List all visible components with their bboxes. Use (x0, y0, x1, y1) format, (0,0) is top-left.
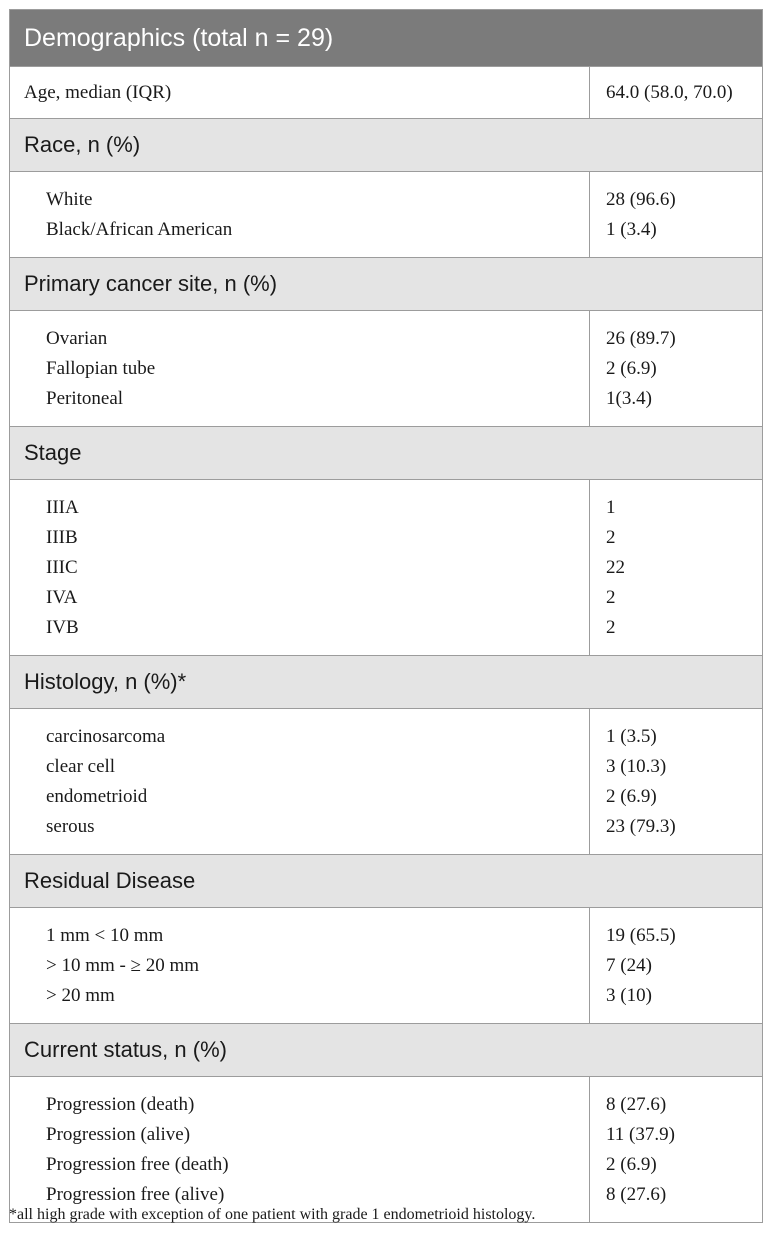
row-value: 1 (3.4) (606, 219, 657, 240)
section-header: Primary cancer site, n (%) (10, 257, 762, 310)
section-body (10, 479, 762, 655)
row-label: Fallopian tube (46, 358, 156, 379)
row-label: 1 mm < 10 mm (46, 925, 164, 946)
row-label: endometrioid (46, 786, 148, 807)
row-value: 23 (79.3) (606, 816, 676, 837)
row-value: 19 (65.5) (606, 925, 676, 946)
value-column (590, 709, 762, 854)
section-header: Race, n (%) (10, 118, 762, 171)
row-value: 1 (606, 497, 616, 518)
row-label: IVA (46, 587, 78, 608)
label-column (10, 1077, 590, 1222)
row-label: Progression free (death) (46, 1154, 229, 1175)
value-column (590, 311, 762, 426)
row-label: IIIA (46, 497, 79, 518)
value-column (590, 480, 762, 655)
row-label: > 10 mm - ≥ 20 mm (46, 955, 200, 976)
age-label: Age, median (IQR) (10, 67, 590, 118)
section-body (10, 310, 762, 426)
table-footnote: *all high grade with exception of one patient with grade 1 endometrioid histology. (9, 1206, 536, 1223)
section-header: Histology, n (%)* (10, 655, 762, 708)
table-sections (10, 118, 762, 1222)
row-value: 2 (6.9) (606, 786, 657, 807)
row-value: 1 (3.5) (606, 726, 657, 747)
row-label: > 20 mm (46, 985, 115, 1006)
row-value: 2 (606, 527, 616, 548)
row-label: serous (46, 816, 95, 837)
row-value: 28 (96.6) (606, 189, 676, 210)
section-header: Current status, n (%) (10, 1023, 762, 1076)
row-value: 2 (606, 587, 616, 608)
row-label: Peritoneal (46, 388, 124, 409)
section-body (10, 171, 762, 257)
label-column (10, 908, 590, 1023)
section-header: Stage (10, 426, 762, 479)
row-value: 26 (89.7) (606, 328, 676, 349)
row-label: White (46, 189, 93, 210)
value-column (590, 908, 762, 1023)
row-label: IIIB (46, 527, 78, 548)
row-value: 3 (10.3) (606, 756, 667, 777)
label-column (10, 172, 590, 257)
table-title: Demographics (total n = 29) (10, 10, 762, 66)
value-column (590, 172, 762, 257)
row-value: 11 (37.9) (606, 1124, 675, 1145)
row-value: 7 (24) (606, 955, 652, 976)
row-label: clear cell (46, 756, 116, 777)
row-label: Progression (alive) (46, 1124, 191, 1145)
age-value: 64.0 (58.0, 70.0) (606, 81, 733, 103)
demographics-table (9, 9, 763, 1223)
value-column (590, 1077, 762, 1222)
row-label: Progression free (alive) (46, 1184, 225, 1205)
row-label: Black/African American (46, 219, 233, 240)
row-value: 22 (606, 557, 625, 578)
row-value: 8 (27.6) (606, 1094, 667, 1115)
row-label: Ovarian (46, 328, 108, 349)
label-column (10, 709, 590, 854)
section-body (10, 708, 762, 854)
row-label: IVB (46, 617, 79, 638)
row-value: 1(3.4) (606, 388, 652, 409)
row-value: 8 (27.6) (606, 1184, 667, 1205)
row-value: 2 (606, 617, 616, 638)
label-column (10, 311, 590, 426)
row-value: 2 (6.9) (606, 358, 657, 379)
row-value: 3 (10) (606, 985, 652, 1006)
section-body (10, 907, 762, 1023)
row-value: 2 (6.9) (606, 1154, 657, 1175)
row-label: carcinosarcoma (46, 726, 166, 747)
label-column (10, 480, 590, 655)
section-body (10, 1076, 762, 1222)
section-header: Residual Disease (10, 854, 762, 907)
row-label: Progression (death) (46, 1094, 195, 1115)
age-row (10, 66, 762, 118)
row-label: IIIC (46, 557, 78, 578)
